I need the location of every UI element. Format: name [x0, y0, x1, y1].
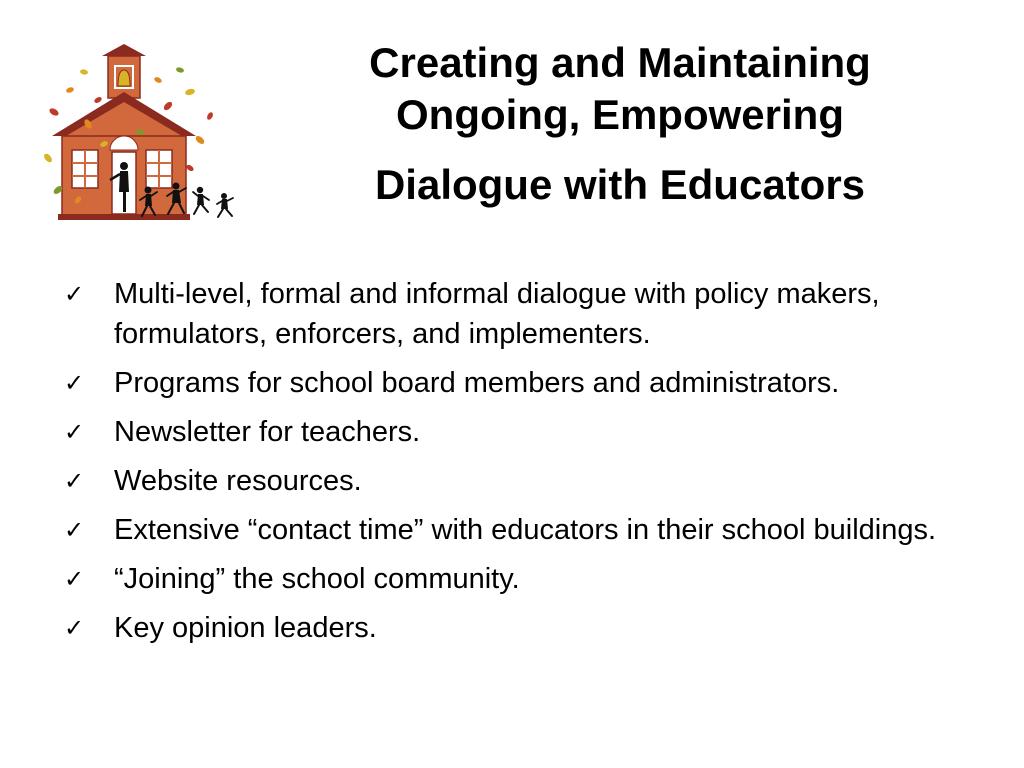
title-line-2: Ongoing, Empowering — [396, 91, 844, 138]
bullet-item — [64, 559, 964, 599]
bullet-item — [64, 608, 964, 648]
slide-title — [300, 39, 940, 214]
check-icon: ✓ — [64, 565, 85, 593]
bullet-text: Key opinion leaders. — [114, 612, 377, 644]
bell-icon — [118, 70, 130, 86]
bullet-item — [64, 274, 964, 354]
bullet-text: Programs for school board members and administrators. — [114, 367, 840, 399]
bullet-item — [64, 412, 964, 452]
bullet-text: Website resources. — [114, 465, 362, 497]
bullet-item — [64, 461, 964, 501]
bullet-text: “Joining” the school community. — [114, 563, 520, 595]
schoolhouse-clipart — [40, 40, 240, 222]
check-icon: ✓ — [64, 369, 85, 397]
check-icon: ✓ — [64, 418, 85, 446]
bullet-text: Extensive “contact time” with educators in their school buildings. — [114, 514, 937, 546]
tower-roof — [102, 44, 146, 56]
school-base — [58, 214, 190, 220]
bullet-text: Multi-level, formal and informal dialogue with policy makers, formulators, enforcers, and implementers. — [114, 278, 880, 350]
check-icon: ✓ — [64, 614, 85, 642]
check-icon: ✓ — [64, 280, 85, 308]
bullet-item — [64, 510, 964, 550]
check-icon: ✓ — [64, 467, 85, 495]
title-line-1: Creating and Maintaining — [369, 39, 871, 86]
bullet-text: Newsletter for teachers. — [114, 416, 421, 448]
left-window — [72, 150, 98, 188]
check-icon: ✓ — [64, 516, 85, 544]
bullet-list — [64, 274, 964, 657]
bullet-item — [64, 363, 964, 403]
title-line-3: Dialogue with Educators — [374, 161, 866, 208]
right-window — [146, 150, 172, 188]
